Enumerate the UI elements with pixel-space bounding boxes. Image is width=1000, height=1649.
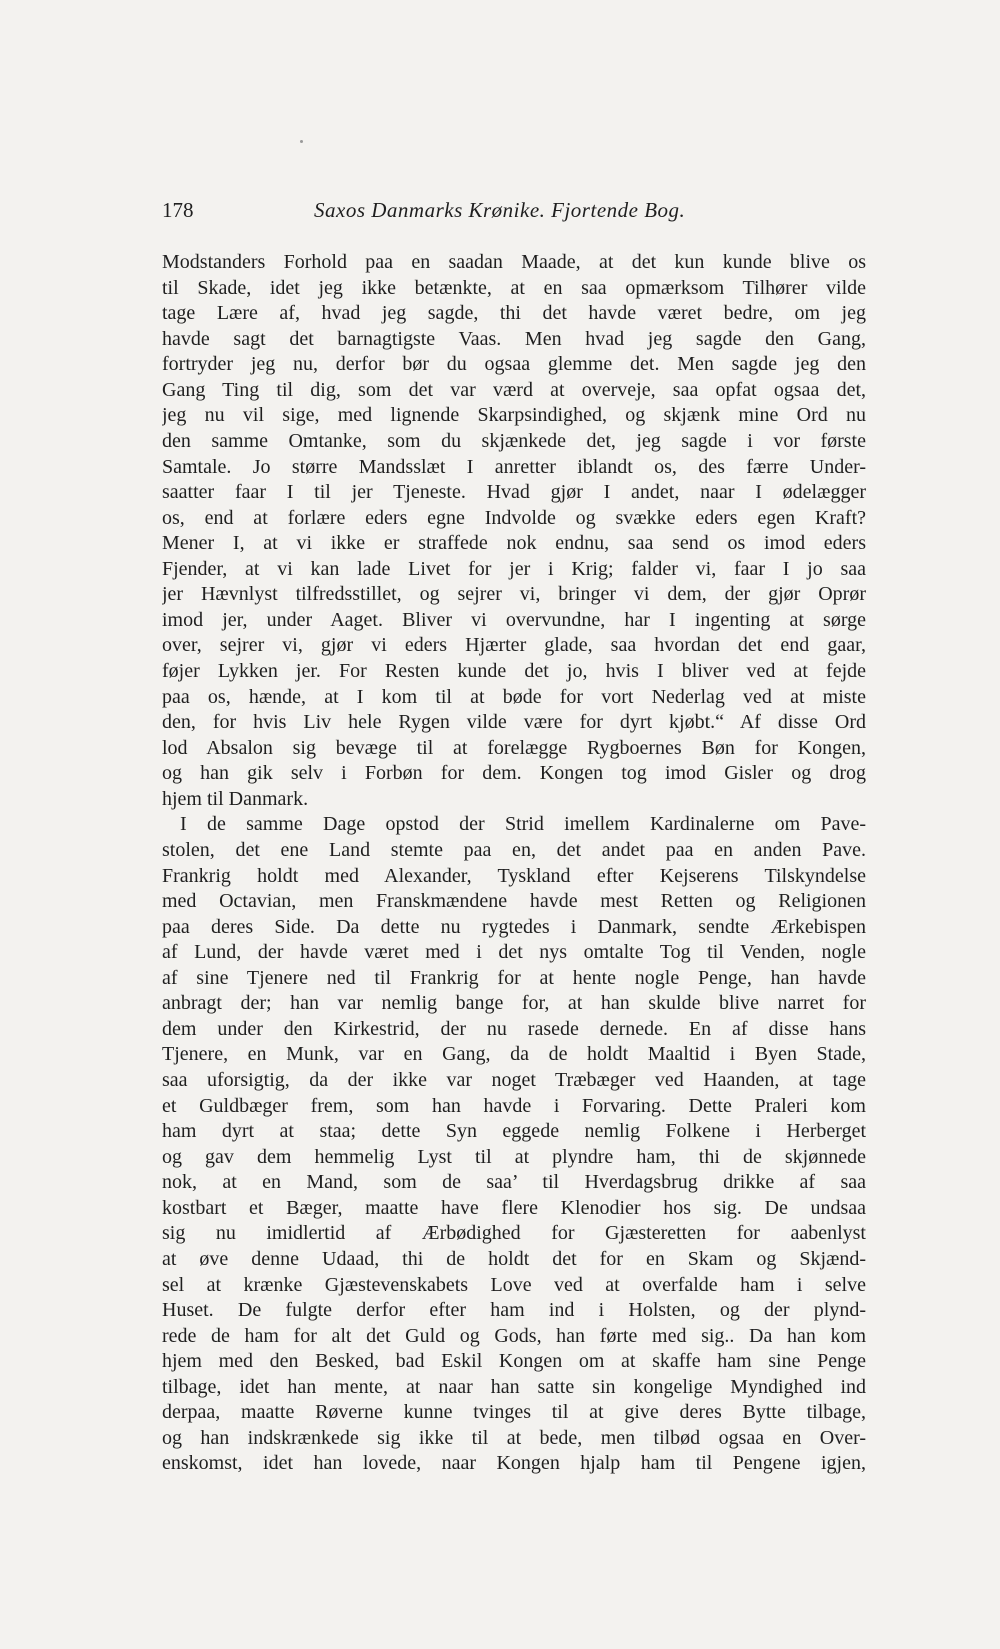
text-line: sel at krænke Gjæstevenskabets Love ved at overfalde ham i selve bbox=[162, 1273, 866, 1296]
text-line: hjem til Danmark. bbox=[162, 787, 309, 810]
text-line: imod jer, under Aaget. Bliver vi overvundne, har I ingenting at sørge bbox=[162, 608, 866, 631]
text-line: af Lund, der havde været med i det nys omtalte Tog til Venden, nogle bbox=[162, 941, 866, 964]
text-line: Frankrig holdt med Alexander, Tyskland efter Kejserens Tilskyndelse bbox=[162, 864, 866, 887]
text-line: tilbage, idet han mente, at naar han satte sin kongelige Myndighed ind bbox=[162, 1375, 866, 1398]
text-line: et Guldbæger frem, som han havde i Forvaring. Dette Praleri kom bbox=[162, 1094, 866, 1117]
running-title: Saxos Danmarks Krønike. Fjortende Bog. bbox=[314, 198, 686, 222]
text-line: den samme Omtanke, som du skjænkede det, jeg sagde i vor første bbox=[162, 429, 866, 452]
text-line: nok, at en Mand, som de saa’ til Hverdagsbrug drikke af saa bbox=[162, 1171, 866, 1194]
text-line: Samtale. Jo større Mandsslæt I anretter iblandt os, des færre Under- bbox=[162, 455, 866, 478]
text-line: til Skade, idet jeg ikke betænkte, at en saa opmærksom Tilhører vilde bbox=[162, 276, 866, 299]
page-number: 178 bbox=[162, 198, 194, 222]
text-line: med Octavian, men Franskmændene havde mest Retten og Religionen bbox=[162, 890, 866, 913]
text-line: saa uforsigtig, da der ikke var noget Træbæger ved Haanden, at tage bbox=[162, 1069, 866, 1091]
text-line: fortryder jeg nu, derfor bør du ogsaa glemme det. Men sagde jeg den bbox=[162, 353, 866, 376]
text-line: Mener I, at vi ikke er straffede nok endnu, saa send os imod eders bbox=[162, 532, 866, 555]
paper-speck bbox=[300, 140, 303, 143]
text-line: derpaa, maatte Røverne kunne tvinges til at give deres Bytte tilbage, bbox=[162, 1401, 866, 1424]
text-line: rede de ham for alt det Guld og Gods, han førte med sig.. Da han kom bbox=[162, 1324, 866, 1347]
text-line: I de samme Dage opstod der Strid imellem Kardinalerne om Pave- bbox=[180, 813, 866, 836]
text-line: at øve denne Udaad, thi de holdt det for en Skam og Skjænd- bbox=[162, 1247, 866, 1270]
text-line: paa os, hænde, at I kom til at bøde for vort Nederlag ved at miste bbox=[162, 685, 866, 708]
text-line: af sine Tjenere ned til Frankrig for at hente nogle Penge, han havde bbox=[162, 966, 866, 989]
body-text bbox=[162, 250, 866, 1477]
text-line: jer Hævnlyst tilfredsstillet, og sejrer vi, bringer vi dem, der gjør Oprør bbox=[162, 583, 866, 606]
text-line: anbragt der; han var nemlig bange for, at han skulde blive narret for bbox=[162, 992, 866, 1015]
text-line: kostbart et Bæger, maatte have flere Klenodier hos sig. De undsaa bbox=[162, 1196, 866, 1219]
text-line: Huset. De fulgte derfor efter ham ind i Holsten, og der plynd- bbox=[162, 1299, 866, 1322]
text-line: jeg nu vil sige, med lignende Skarpsindighed, og skjænk mine Ord nu bbox=[162, 404, 866, 427]
text-line: og gav dem hemmelig Lyst til at plyndre ham, thi de skjønnede bbox=[162, 1145, 866, 1168]
text-line: stolen, det ene Land stemte paa en, det andet paa en anden Pave. bbox=[162, 838, 866, 861]
text-line: sig nu imidlertid af Ærbødighed for Gjæsteretten for aabenlyst bbox=[162, 1222, 866, 1245]
text-line: hjem med den Besked, bad Eskil Kongen om at skaffe ham sine Penge bbox=[162, 1350, 866, 1373]
text-line: Fjender, at vi kan lade Livet for jer i Krig; falder vi, faar I jo saa bbox=[162, 557, 866, 580]
text-line: paa deres Side. Da dette nu rygtedes i Danmark, sendte Ærkebispen bbox=[162, 915, 866, 938]
page-header bbox=[162, 198, 867, 228]
text-line: Tjenere, en Munk, var en Gang, da de holdt Maaltid i Byen Stade, bbox=[162, 1043, 866, 1066]
text-line: lod Absalon sig bevæge til at forelægge Rygboernes Bøn for Kongen, bbox=[162, 736, 866, 759]
text-line: ham dyrt at staa; dette Syn eggede nemlig Folkene i Herberget bbox=[162, 1120, 866, 1143]
text-line: havde sagt det barnagtigste Vaas. Men hvad jeg sagde den Gang, bbox=[162, 327, 866, 350]
text-line: saatter faar I til jer Tjeneste. Hvad gjør I andet, naar I ødelægger bbox=[162, 481, 866, 504]
text-line: dem under den Kirkestrid, der nu rasede dernede. En af disse hans bbox=[162, 1017, 866, 1040]
text-line: over, sejrer vi, gjør vi eders Hjærter glade, saa hvordan det end gaar, bbox=[162, 634, 866, 657]
text-line: os, end at forlære eders egne Indvolde og svække eders egen Kraft? bbox=[162, 506, 866, 529]
text-line: og han gik selv i Forbøn for dem. Kongen tog imod Gisler og drog bbox=[162, 762, 866, 785]
text-line: tage Lære af, hvad jeg sagde, thi det havde været bedre, om jeg bbox=[162, 302, 866, 325]
text-line: Modstanders Forhold paa en saadan Maade, at det kun kunde blive os bbox=[162, 251, 866, 273]
text-line: Gang Ting til dig, som det var værd at overveje, saa opfat ogsaa det, bbox=[162, 378, 866, 401]
text-line: føjer Lykken jer. For Resten kunde det jo, hvis I bliver ved at fejde bbox=[162, 660, 866, 682]
text-line: den, for hvis Liv hele Rygen vilde være for dyrt kjøbt.“ Af disse Ord bbox=[162, 711, 866, 734]
text-line: og han indskrænkede sig ikke til at bede, men tilbød ogsaa en Over- bbox=[162, 1426, 866, 1449]
text-line: enskomst, idet han lovede, naar Kongen hjalp ham til Pengene igjen, bbox=[162, 1452, 866, 1475]
